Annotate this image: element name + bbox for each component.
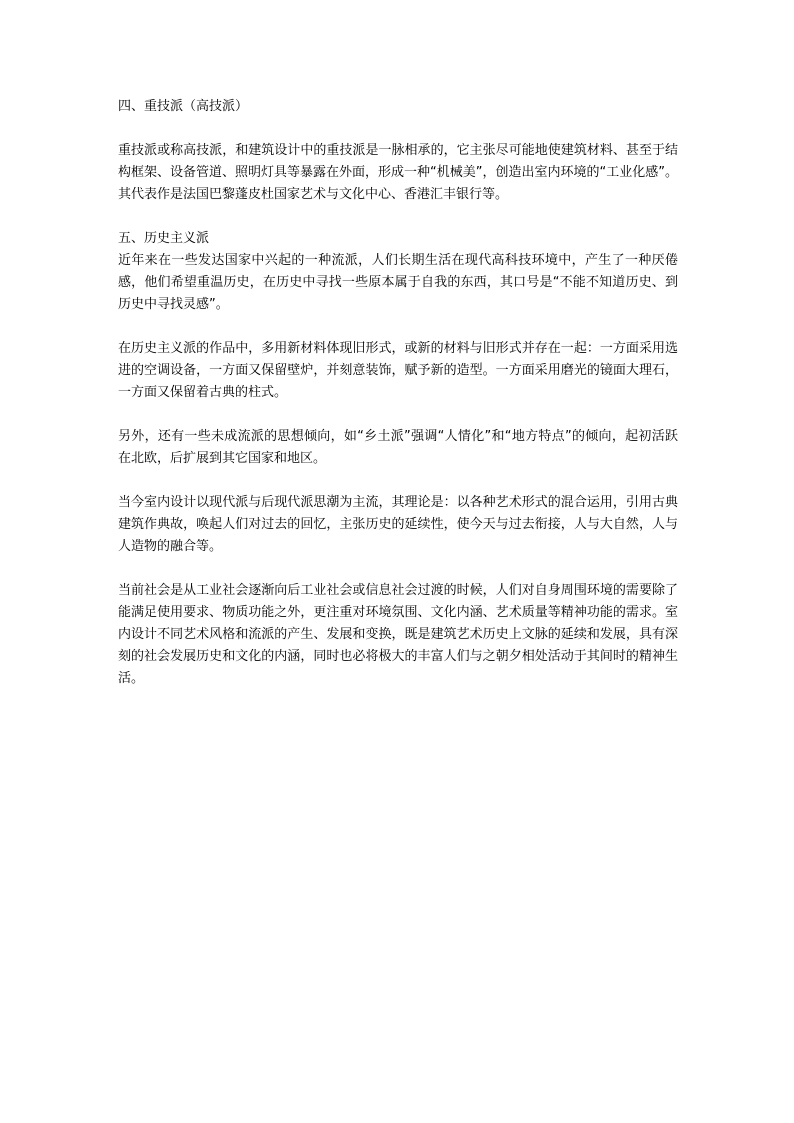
spacer	[118, 316, 678, 338]
spacer	[118, 206, 678, 228]
document-page	[118, 96, 678, 690]
paragraph-historicism-works: 在历史主义派的作品中，多用新材料体现旧形式，或新的材料与旧形式并存在一起：一方面采用选进的空调设备，一方面又保留壁炉，并刻意装饰，赋予新的造型。一方面采用磨光的镜面大理石，一方面又保留着古典的柱式。	[118, 341, 678, 400]
paragraph-current-society: 当前社会是从工业社会逐渐向后工业社会或信息社会过渡的时候，人们对自身周围环境的需要除了能满足使用要求、物质功能之外，更注重对环境氛围、文化内涵、艺术质量等精神功能的需求。室内设计不同艺术风格和流派的产生、发展和变换，既是建筑艺术历史上文脉的延续和发展，具有深刻的社会发展历史和文化的内涵，同时也必将极大的丰富人们与之朝夕相处活动于其间时的精神生活。	[118, 583, 678, 686]
paragraph-historicism-intro: 近年来在一些发达国家中兴起的一种流派，人们长期生活在现代高科技环境中，产生了一种厌倦感，他们希望重温历史，在历史中寻找一些原本属于自我的东西，其口号是“不能不知道历史、到历史中寻找灵感”。	[118, 253, 678, 312]
paragraph-high-tech: 重技派或称高技派，和建筑设计中的重技派是一脉相承的，它主张尽可能地使建筑材料、甚至于结构框架、设备管道、照明灯具等暴露在外面，形成一种“机械美”，创造出室内环境的“工业化感”。其代表作是法国巴黎蓬皮杜国家艺术与文化中心、香港汇丰银行等。	[118, 143, 678, 202]
spacer	[118, 404, 678, 426]
section-heading-high-tech: 四、重技派（高技派）	[118, 99, 249, 114]
paragraph-mainstream-theory: 当今室内设计以现代派与后现代派思潮为主流，其理论是：以各种艺术形式的混合运用，引用古典建筑作典故，唤起人们对过去的回忆，主张历史的延续性，使今天与过去衔接，人与大自然，人与人造物的融合等。	[118, 495, 678, 554]
spacer	[118, 118, 678, 140]
spacer	[118, 470, 678, 492]
spacer	[118, 558, 678, 580]
section-heading-historicism: 五、历史主义派	[118, 231, 210, 246]
paragraph-other-trends: 另外，还有一些未成流派的思想倾向，如“乡土派”强调“人情化”和“地方特点”的倾向，起初活跃在北欧，后扩展到其它国家和地区。	[118, 429, 678, 466]
